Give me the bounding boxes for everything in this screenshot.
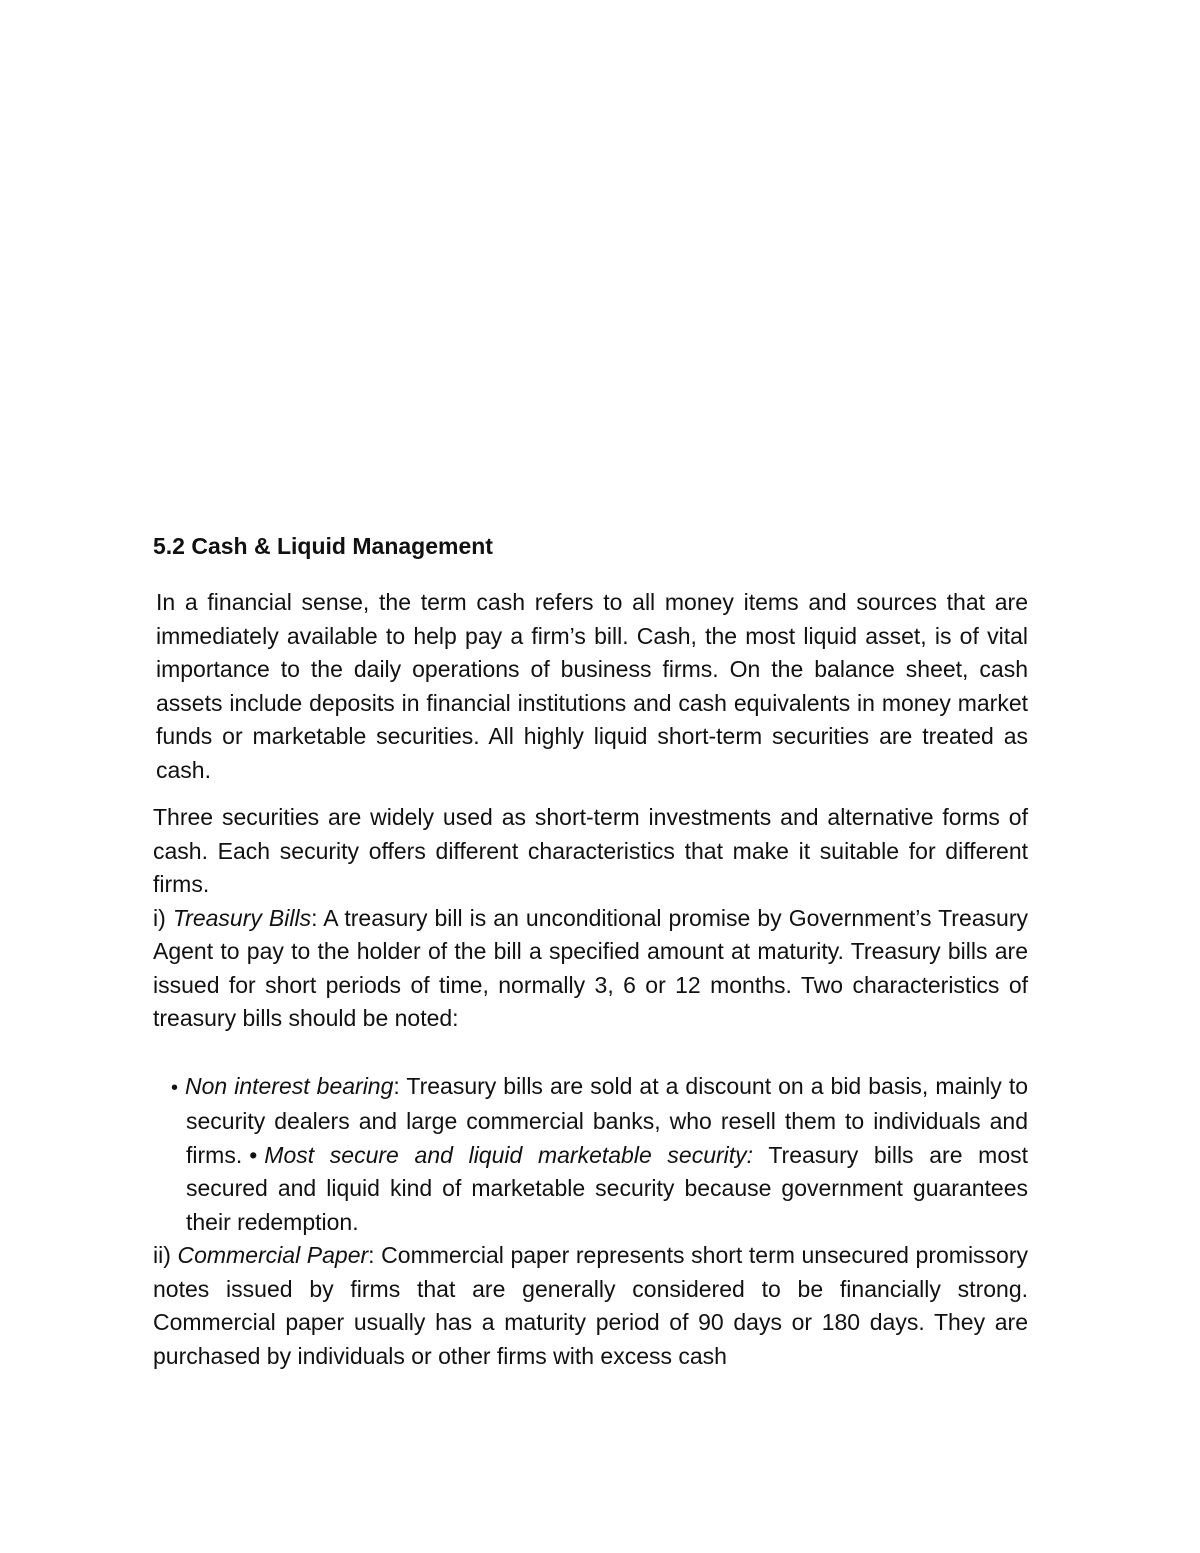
non-interest-bearing-description: : Treasury bills are sold at a discount on a bid basis, mainly to security dealers and large commercial banks, who resell them to individuals and firms. <box>186 1072 1028 1168</box>
commercial-paper-paragraph <box>153 1239 1028 1373</box>
treasury-bills-description: : A treasury bill is an unconditional promise by Government’s Treasury Agent to pay to the holder of the bill a specified amount at maturity. Treasury bills are issued for short periods of time, normally 3, 6 or 12 months. Two characteristics of treasury bills should be noted: <box>153 904 1028 1031</box>
document-section <box>153 530 1028 1373</box>
treasury-bills-paragraph <box>153 902 1028 1036</box>
commercial-paper-term: Commercial Paper <box>177 1242 369 1268</box>
cash-definition-paragraph: In a financial sense, the term cash refers to all money items and sources that are immediately available to help pay a firm’s bill. Cash, the most liquid asset, is of vital importance to the daily operations of business firms. On the balance sheet, cash assets include deposits in financial institutions and cash equivalents in money market funds or marketable securities. All highly liquid short-term securities are treated as cash. <box>156 589 1028 783</box>
secure-liquid-security-term: Most secure and liquid marketable security: <box>264 1141 754 1168</box>
section-title: 5.2 Cash & Liquid Management <box>153 533 493 559</box>
commercial-paper-number: ii) <box>153 1242 171 1268</box>
treasury-bill-characteristic-item <box>153 1070 1028 1240</box>
inline-bullet-icon: • <box>249 1141 258 1168</box>
treasury-bills-number: i) <box>153 904 166 931</box>
bullet-icon: • <box>171 1076 179 1099</box>
treasury-bills-term: Treasury Bills <box>172 904 312 931</box>
securities-introduction-paragraph: Three securities are widely used as short-term investments and alternative forms of cash. Each security offers different characteristics that make it suitable for different firms. <box>153 804 1028 897</box>
treasury-bill-characteristics-list <box>153 1070 1028 1240</box>
secure-liquid-security-description: Treasury bills are most secured and liquid kind of marketable security because government guarantees their redemption. <box>186 1141 1029 1235</box>
non-interest-bearing-term: Non interest bearing <box>185 1072 394 1099</box>
commercial-paper-description: : Commercial paper represents short term unsecured promissory notes issued by firms that are generally considered to be financially strong. Commercial paper usually has a maturity period of 90 days or 180 days. They are purchased by individuals or other firms with excess cash <box>153 1242 1028 1369</box>
